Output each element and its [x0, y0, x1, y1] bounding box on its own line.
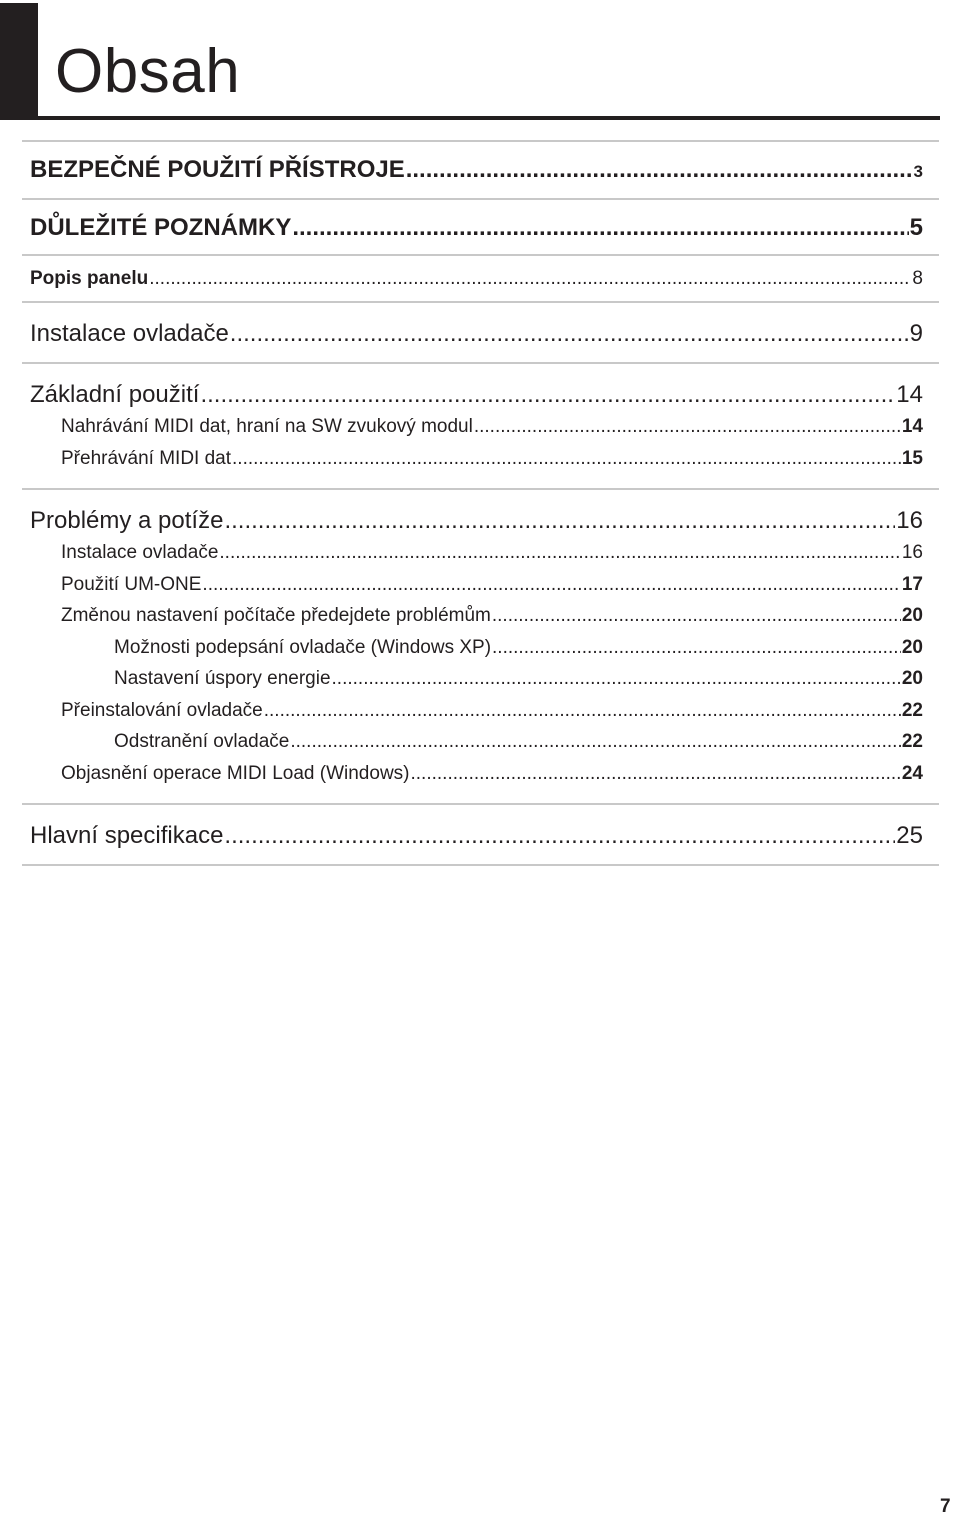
toc-entry[interactable]: [30, 805, 923, 864]
dot-leader: [474, 411, 901, 443]
toc-entry[interactable]: [30, 200, 923, 254]
dot-leader: [149, 267, 911, 291]
toc-subentry-page: 20: [901, 636, 923, 658]
title-accent-bar: [0, 3, 38, 118]
toc-subentry-page: 22: [901, 731, 923, 752]
toc-subentry-label: Nastavení úspory energie: [114, 668, 331, 689]
dot-leader: [411, 758, 901, 790]
toc-entry-label: Problémy a potíže: [30, 507, 224, 534]
toc-entry[interactable]: [30, 364, 923, 411]
toc-subentry-label: Přeinstalování ovladače: [61, 699, 263, 721]
dot-leader: [200, 381, 895, 409]
toc-subentry[interactable]: [30, 600, 923, 632]
toc-entry-label: BEZPEČNÉ POUŽITÍ PŘÍSTROJE: [30, 156, 405, 183]
toc-subentry[interactable]: [30, 695, 923, 727]
page-number: 7: [940, 1496, 951, 1517]
dot-leader: [264, 695, 901, 727]
toc-subentry[interactable]: [30, 569, 923, 601]
toc-entry-page: 14: [896, 381, 923, 408]
toc-section-specs: [22, 803, 939, 866]
table-of-contents: [22, 140, 939, 866]
toc-entry[interactable]: [30, 490, 923, 537]
title-rule: [0, 116, 940, 120]
dot-leader: [332, 663, 901, 695]
toc-subentries: [30, 537, 923, 803]
toc-entry-label: DŮLEŽITÉ POZNÁMKY: [30, 214, 292, 241]
dot-leader: [406, 156, 913, 184]
toc-subentry-label: Odstranění ovladače: [114, 731, 290, 752]
toc-subentry-page: 20: [901, 605, 923, 626]
dot-leader: [224, 507, 895, 535]
toc-subentry-page: 14: [901, 416, 923, 437]
dot-leader: [232, 443, 901, 475]
toc-subentry-page: 20: [901, 668, 923, 689]
toc-subentry-label: Změnou nastavení počítače předejdete problémům: [61, 605, 491, 626]
toc-subentry-label: Přehrávání MIDI dat: [61, 447, 232, 469]
toc-subentry-label: Použití UM-ONE: [61, 573, 202, 595]
toc-section-basic-use: [22, 362, 939, 488]
dot-leader: [292, 214, 908, 242]
toc-subentry-page: 16: [901, 542, 923, 563]
toc-entry-page: 25: [896, 822, 923, 849]
dot-leader: [224, 822, 895, 850]
dot-leader: [219, 537, 900, 569]
dot-leader: [492, 600, 901, 632]
toc-section-notes: [22, 198, 939, 254]
toc-entry-label: Popis panelu: [30, 268, 149, 289]
toc-entry-page: 16: [896, 507, 923, 534]
page-title: Obsah: [55, 37, 241, 106]
toc-entry-page: 9: [909, 320, 923, 347]
toc-subentry[interactable]: [30, 537, 923, 569]
page-header: [0, 0, 940, 122]
toc-subentry[interactable]: [30, 726, 923, 758]
toc-subentry[interactable]: [30, 758, 923, 790]
toc-subentries: [30, 411, 923, 488]
toc-subentry-page: 22: [901, 699, 923, 721]
dot-leader: [230, 320, 909, 348]
toc-subentry[interactable]: [30, 663, 923, 695]
toc-section-panel: [22, 254, 939, 301]
dot-leader: [290, 726, 901, 758]
dot-leader: [492, 632, 901, 664]
toc-subentry-label: Nahrávání MIDI dat, hraní na SW zvukový modul: [61, 416, 473, 437]
toc-entry[interactable]: [30, 256, 923, 301]
toc-subentry[interactable]: [30, 632, 923, 664]
toc-entry-page: 5: [909, 214, 923, 241]
toc-section-troubleshooting: [22, 488, 939, 803]
toc-section-driver: [22, 301, 939, 362]
toc-entry-label: Základní použití: [30, 381, 200, 408]
toc-entry-page: 8: [912, 268, 923, 289]
toc-section-safety: [22, 140, 939, 198]
dot-leader: [202, 569, 900, 601]
toc-subentry-label: Instalace ovladače: [61, 542, 219, 563]
toc-entry[interactable]: [30, 142, 923, 198]
toc-subentry-page: 15: [901, 447, 923, 469]
toc-entry-label: Instalace ovladače: [30, 320, 229, 347]
toc-subentry[interactable]: [30, 443, 923, 475]
toc-subentry-page: 17: [901, 573, 923, 595]
toc-entry-page: 3: [913, 162, 923, 181]
toc-subentry-page: 24: [901, 762, 923, 784]
toc-subentry-label: Možnosti podepsání ovladače (Windows XP): [114, 636, 492, 658]
toc-subentry[interactable]: [30, 411, 923, 443]
toc-subentry-label: Objasnění operace MIDI Load (Windows): [61, 762, 410, 784]
toc-entry-label: Hlavní specifikace: [30, 822, 224, 849]
toc-entry[interactable]: [30, 303, 923, 362]
